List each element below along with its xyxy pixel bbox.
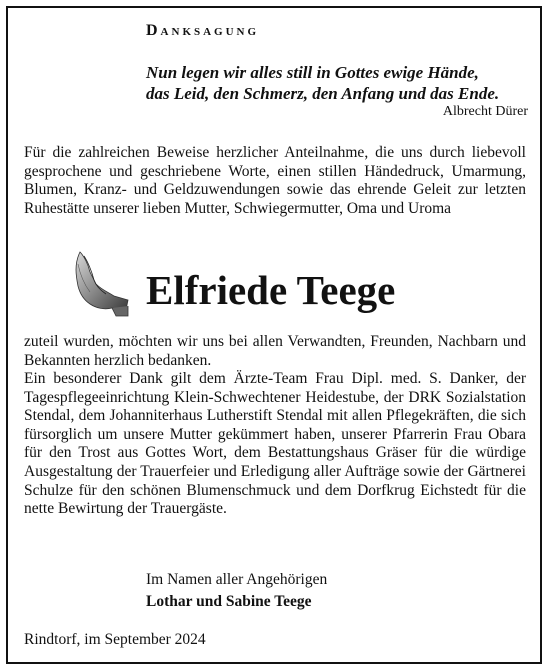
- special-thanks-paragraph: Ein besonderer Dank gilt dem Ärzte-Team Frau Dipl. med. S. Danker, der Tagespflegeeinrichtung Klein-Schwechtener Heidestube, der DRK Sozialstation Stendal, dem Johanniterhaus Lutherstift Stendal mit allen Pflegekräften, die sich fürsorglich um unsere Mutter gekümmert haben, unserer Pfarrerin Frau Obara für den Trost aus Gottes Wort, dem Bestattungshaus Gräser für die würdige Ausgestaltung der Trauerfeier und Erledigung aller Aufträge sowie der Gärtnerei Schulze für den schönen Blumenschmuck und dem Dorfkrug Eichstedt für die nette Bewirtung der Trauergäste.: [24, 370, 526, 518]
- place-date: Rindtorf, im September 2024: [24, 631, 206, 648]
- quote-line-1: Nun legen wir alles still in Gottes ewige Hände,: [146, 63, 479, 82]
- signature-names: Lothar und Sabine Teege: [146, 593, 312, 610]
- quote-author: Albrecht Dürer: [442, 104, 528, 119]
- quote-line-2: das Leid, den Schmerz, den Anfang und das Ende.: [146, 84, 500, 103]
- praying-hands-icon: [66, 250, 132, 320]
- after-name-paragraph: zuteil wurden, möchten wir uns bei allen Verwandten, Freunden, Nachbarn und Bekannten herzlich bedanken.: [24, 333, 526, 369]
- signature-intro: Im Namen aller Angehörigen: [146, 571, 328, 588]
- quote: [146, 62, 526, 104]
- deceased-name: Elfriede Teege: [146, 267, 396, 313]
- intro-paragraph: Für die zahlreichen Beweise herzlicher Anteilnahme, die uns durch liebevoll gesprochene und geschriebene Worte, einen stillen Händedruck, Umarmung, Blumen, Kranz- und Geldzuwendungen sowie das ehrende Geleit zur letzten Ruhestätte unserer lieben Mutter, Schwiegermutter, Oma und Uroma: [24, 144, 526, 217]
- notice-heading: Danksagung: [146, 22, 260, 39]
